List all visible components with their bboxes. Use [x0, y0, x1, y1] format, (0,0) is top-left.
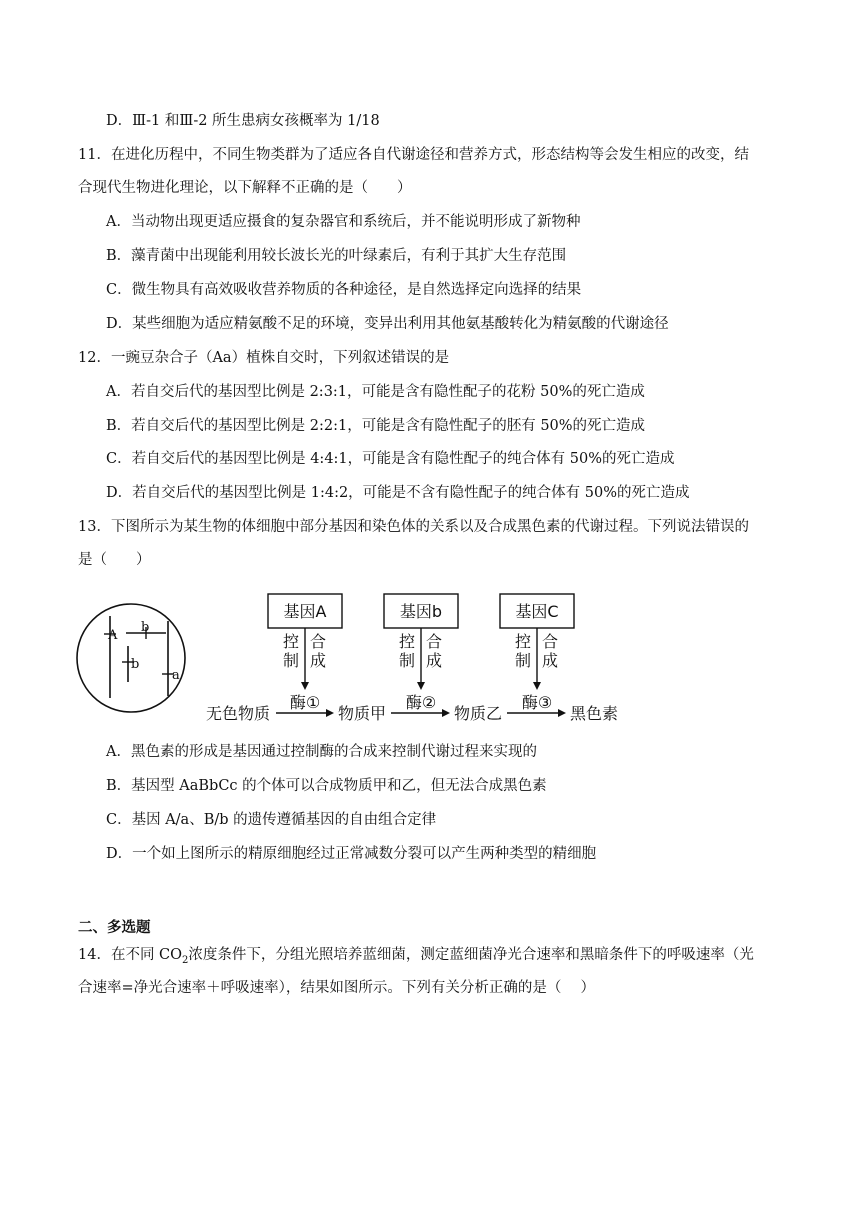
q12-option-a: A．若自交后代的基因型比例是 2:3:1，可能是含有隐性配子的花粉 50%的死亡造成	[106, 384, 645, 400]
q11-stem-line1: 11．在进化历程中，不同生物类群为了适应各自代谢途径和营养方式，形态结构等会发生相应的改变，结	[78, 147, 749, 163]
svg-text:控: 控	[283, 632, 300, 651]
enzyme-2-label: 酶②	[405, 693, 437, 712]
metabolic-pathway-diagram	[76, 586, 656, 736]
svg-text:控: 控	[399, 632, 416, 651]
q13-stem-line2: 是（ ）	[78, 552, 151, 568]
q13-option-b: B．基因型 AaBbCc 的个体可以合成物质甲和乙，但无法合成黑色素	[106, 778, 547, 794]
substance-jia: 物质甲	[338, 704, 387, 723]
q12-stem: 12．一豌豆杂合子（Aa）植株自交时，下列叙述错误的是	[78, 350, 450, 366]
cell-label-b-top: b	[141, 620, 150, 635]
q13-stem-line1: 13．下图所示为某生物的体细胞中部分基因和染色体的关系以及合成黑色素的代谢过程。下列说法错误的	[78, 519, 749, 535]
control-arrow-1	[283, 628, 326, 690]
substance-yi: 物质乙	[454, 704, 503, 723]
section-heading-multiple-choice: 二、多选题	[78, 920, 151, 936]
q11-option-a: A．当动物出现更适应摄食的复杂器官和系统后，并不能说明形成了新物种	[106, 214, 581, 230]
svg-text:成: 成	[542, 651, 559, 670]
enzyme-1-label: 酶①	[289, 693, 321, 712]
cell-label-A: A	[108, 628, 118, 643]
q11-option-b: B．藻青菌中出现能利用较长波长光的叶绿素后，有利于其扩大生存范围	[106, 248, 567, 264]
q14-stem-line2: 合速率=净光合速率＋呼吸速率），结果如图所示。下列有关分析正确的是（ ）	[78, 980, 596, 996]
control-arrow-2	[399, 628, 442, 690]
control-arrow-3	[515, 628, 558, 690]
svg-text:合: 合	[426, 632, 443, 651]
svg-text:成: 成	[310, 651, 327, 670]
q10-option-d: D．Ⅲ-1 和Ⅲ-2 所生患病女孩概率为 1/18	[106, 113, 380, 129]
gene-A-label: 基因A	[283, 602, 327, 621]
q12-option-d: D．若自交后代的基因型比例是 1:4:2，可能是不含有隐性配子的纯合体有 50%的死亡造成	[106, 485, 690, 501]
enzyme-3-label: 酶③	[521, 693, 553, 712]
q13-option-c: C．基因 A/a、B/b 的遗传遵循基因的自由组合定律	[106, 812, 437, 828]
q11-stem-line2: 合现代生物进化理论，以下解释不正确的是（ ）	[78, 180, 412, 196]
substance-colorless: 无色物质	[206, 704, 271, 723]
q14-stem-line1: 14．在不同 $CO_2$浓度条件下，分组光照培养蓝细菌，测定蓝细菌净光合速率和黑暗条件下的呼吸速率（光	[78, 947, 754, 966]
svg-text:制: 制	[399, 651, 416, 670]
svg-text:合: 合	[542, 632, 559, 651]
q11-option-d: D．某些细胞为适应精氨酸不足的环境，变异出利用其他氨基酸转化为精氨酸的代谢途径	[106, 316, 669, 332]
q13-option-d: D．一个如上图所示的精原细胞经过正常减数分裂可以产生两种类型的精细胞	[106, 846, 597, 862]
svg-text:成: 成	[426, 651, 443, 670]
q12-option-c: C．若自交后代的基因型比例是 4:4:1，可能是含有隐性配子的纯合体有 50%的死亡造成	[106, 451, 675, 467]
cell-label-a: a	[172, 668, 180, 683]
q13-option-a: A．黑色素的形成是基因通过控制酶的合成来控制代谢过程来实现的	[106, 744, 537, 760]
q11-option-c: C．微生物具有高效吸收营养物质的各种途径，是自然选择定向选择的结果	[106, 282, 582, 298]
svg-text:控: 控	[515, 632, 532, 651]
svg-text:制: 制	[515, 651, 532, 670]
gene-C-label: 基因C	[515, 602, 559, 621]
svg-text:合: 合	[310, 632, 327, 651]
gene-b-label: 基因b	[399, 602, 443, 621]
q12-option-b: B．若自交后代的基因型比例是 2:2:1，可能是含有隐性配子的胚有 50%的死亡造成	[106, 418, 646, 434]
cell-label-b-mid: b	[131, 657, 140, 672]
svg-text:制: 制	[283, 651, 300, 670]
substance-melanin: 黑色素	[570, 704, 619, 723]
